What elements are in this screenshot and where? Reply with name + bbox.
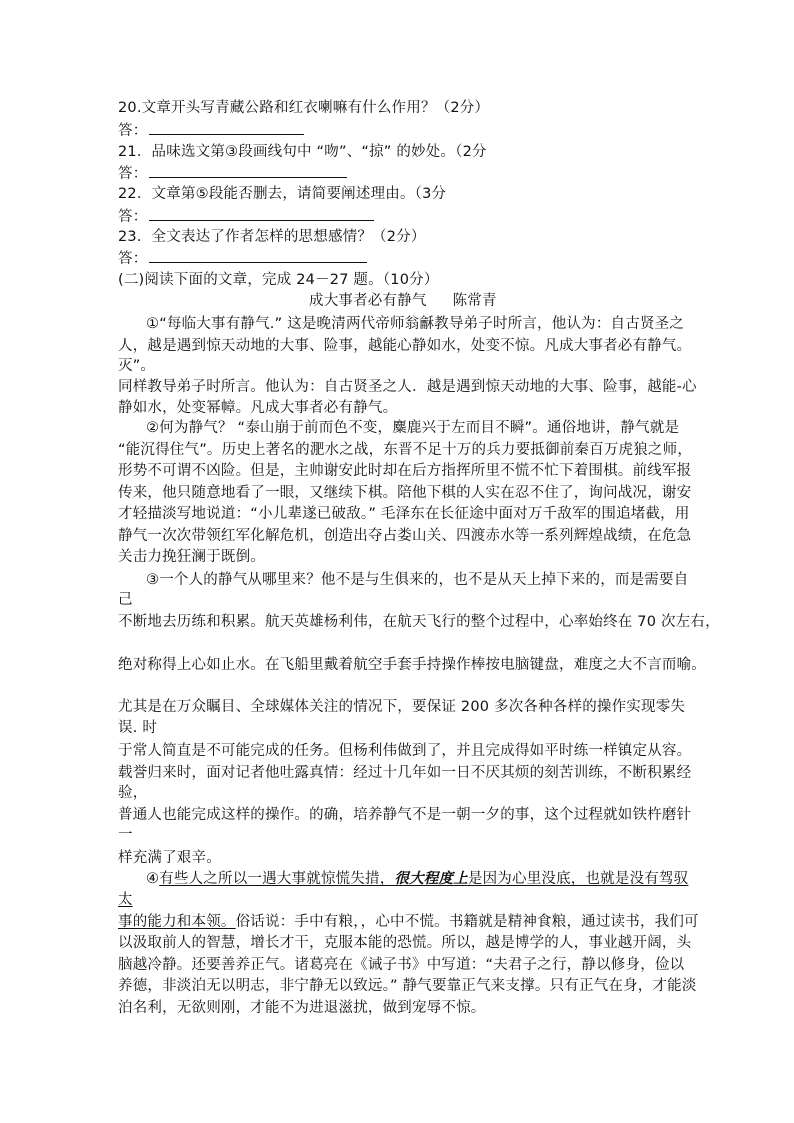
article-title-row	[309, 291, 497, 311]
p3-line-12: 样充满了艰辛。	[118, 850, 221, 866]
p3-line-7: 于常人简直是不可能完成的任务。但杨利伟做到了，并且完成得如平时练一样镇定从容。	[118, 743, 692, 759]
answer-line-23	[118, 248, 367, 269]
p3-line-4: 绝对称得上心如止水。在飞船里戴着航空手套手持操作棒按电脑键盘，难度之大不言而喻。	[118, 657, 706, 673]
answer-line-22	[118, 206, 374, 227]
p2-line-2: “能沉得住气”。历史上著名的淝水之战，东晋不足十万的兵力要抵御前秦百万虎狼之师，	[118, 442, 693, 458]
p4-line-3	[118, 912, 699, 932]
p3-line-5: 尤其是在万众瞩目、全球媒体关注的情况下，要保证 200 多次各种各样的操作实现零失	[118, 699, 686, 715]
answer-line-21	[118, 163, 347, 184]
answer-blank	[149, 163, 347, 178]
p4-line-1	[146, 869, 688, 889]
article-author: 陈常青	[452, 293, 497, 309]
p2-line-4: 传来，他只随意地看了一眼，又继续下棋。陪他下棋的人实在忍不住了，询问战况，谢安	[118, 485, 692, 501]
p3-line-2: 己	[118, 592, 133, 608]
p1-line-1: ①“每临大事有静气.” 这是晚清两代帝师翁龢教导弟子时所言，他认为：自古贤圣之	[146, 316, 685, 332]
question-22: 22．文章第⑤段能否删去，请简要阐述理由。（3分	[118, 186, 447, 202]
answer-label: 答：	[118, 251, 148, 267]
p3-line-3: 不断地去历练和积累。航天英雄杨利伟，在航天飞行的整个过程中，心率始终在 70 次左右，	[118, 614, 720, 630]
p2-line-7: 关击力挽狂澜于既倒。	[118, 549, 265, 565]
p4-line-7: 泊名利，无欲则刚，才能不为进退滋扰，做到宠辱不惊。	[118, 1000, 486, 1016]
p4-emphasis: 很大程度上	[394, 871, 468, 887]
p3-line-9: 验，	[118, 785, 148, 801]
answer-blank	[149, 248, 367, 263]
section-heading: (二)阅读下面的文章，完成 24－27 题。（10分）	[118, 272, 439, 288]
p4-marker: ④	[146, 871, 160, 887]
p4-underlined-end: 事的能力和本领。	[118, 914, 236, 930]
p2-line-5: 才轻描淡写地说道：“小儿辈遂已破敌。” 毛泽东在长征途中面对万千敌军的围追堵截，用	[118, 506, 690, 522]
p3-line-10: 普通人也能完成这样的操作。的确，培养静气不是一朝一夕的事，这个过程就如铁杵磨针	[118, 807, 692, 823]
p4-underlined-continuation: 是因为心里没底，也就是没有驾驭	[467, 871, 689, 887]
p4-line-4: 以汲取前人的智慧，增长才干，克服本能的恐慌。所以，越是博学的人，事业越开阔，头	[118, 935, 692, 951]
p1-line-3: 灭”。	[118, 358, 156, 374]
p3-line-1: ③一个人的静气从哪里来？他不是与生俱来的，也不是从天上掉下来的，而是需要自	[146, 572, 689, 588]
p2-line-3: 形势不可谓不凶险。但是，主帅谢安此时却在后方指挥所里不慌不忙下着围棋。前线军报	[118, 463, 692, 479]
p3-line-6: 误. 时	[118, 720, 158, 736]
p2-line-6: 静气一次次带领红军化解危机，创造出夺占娄山关、四渡赤水等一系列辉煌战绩，在危急	[118, 528, 692, 544]
article-title: 成大事者必有静气	[309, 293, 427, 309]
answer-blank	[149, 206, 374, 221]
answer-label: 答：	[118, 166, 148, 182]
answer-label: 答：	[118, 123, 148, 139]
question-20: 20.文章开头写青藏公路和红衣喇嘛有什么作用？（2分）	[118, 100, 490, 116]
p2-line-1: ②何为静气？ “泰山崩于前而色不变，麋鹿兴于左而目不瞬”。通俗地讲，静气就是	[146, 420, 680, 436]
p3-line-8: 载誉归来时，面对记者他吐露真情：经过十几年如一日不厌其烦的刻苦训练，不断积累经	[118, 765, 692, 781]
answer-line-20	[118, 120, 304, 141]
answer-blank	[149, 120, 304, 135]
p4-line-3-rest: 俗话说：手中有粮，，心中不慌。书籍就是精神食粮，通过读书，我们可	[235, 914, 699, 930]
p4-line-2	[118, 890, 133, 910]
p1-line-5: 静如水，处变幂幛。凡成大事者必有静气。	[118, 400, 398, 416]
p4-underlined-sentence: 有些人之所以一遇大事就惊慌失措，	[159, 871, 395, 887]
question-21: 21．品味选文第③段画线句中 “吻”、“掠” 的妙处。（2分	[118, 144, 487, 160]
p4-underlined-wrap: 太	[118, 892, 133, 908]
question-23: 23．全文表达了作者怎样的思想感情？（2分）	[118, 229, 426, 245]
answer-label: 答：	[118, 209, 148, 225]
p3-line-11: 一	[118, 827, 133, 843]
p1-line-4: 同样教导弟子时所言。他认为：自古贤圣之人．越是遇到惊天动地的大事、险事，越能-心	[118, 379, 697, 395]
p4-line-5: 脑越冷静。还要善养正气。诸葛亮在《诫子书》中写道：“夫君子之行，静以修身，俭以	[118, 957, 685, 973]
p4-line-6: 养德，非淡泊无以明志，非宁静无以致远。” 静气要靠正气来支撑。只有正气在身，才能淡	[118, 978, 697, 994]
p1-line-2: 人，越是遇到惊天动地的大事、险事，越能心静如水，处变不惊。凡成大事者必有静气。	[118, 338, 692, 354]
